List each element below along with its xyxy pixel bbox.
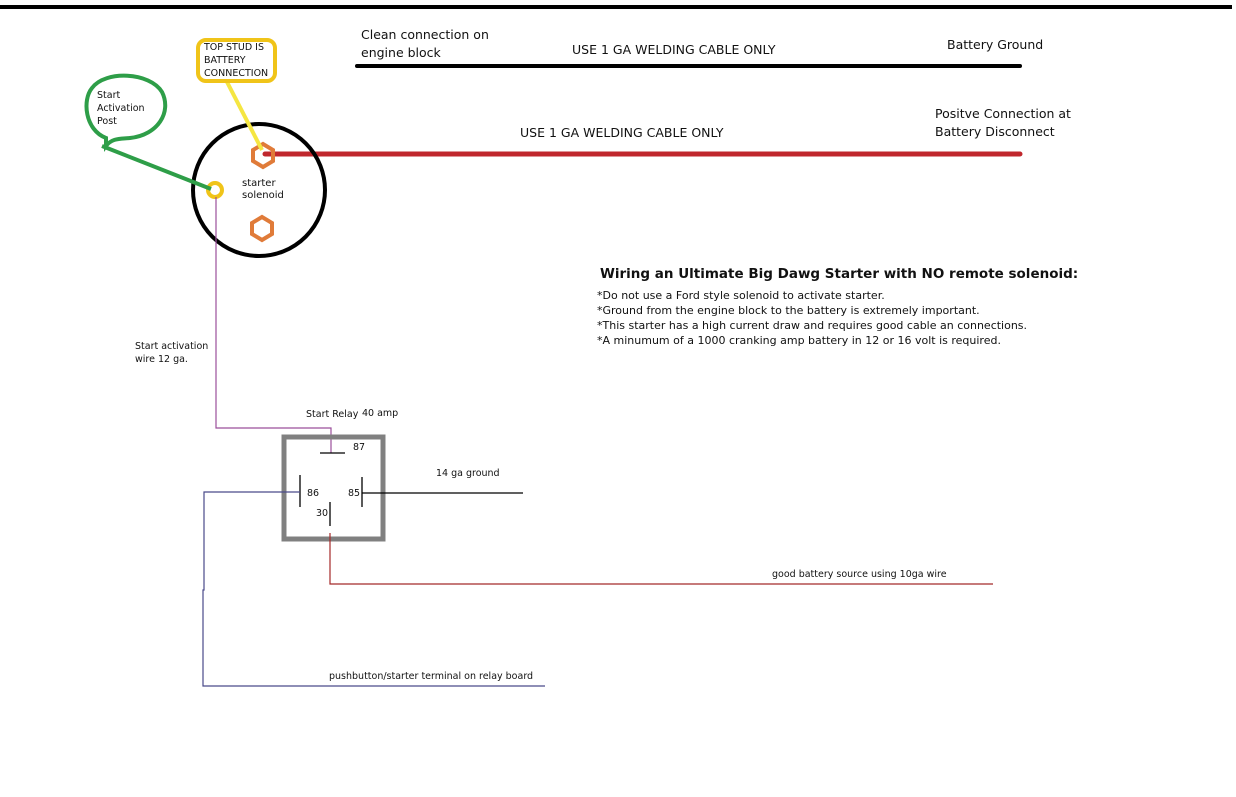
ground-left-label-1: Clean connection on [361, 27, 489, 42]
activation-wire-label-2: wire 12 ga. [135, 354, 188, 365]
ground-left-label-2: engine block [361, 45, 441, 60]
positive-right-label-1: Positve Connection at [935, 106, 1071, 121]
pin-87-label: 87 [353, 442, 366, 453]
pushbutton-label: pushbutton/starter terminal on relay board [329, 671, 534, 682]
battery-source-label: good battery source using 10ga wire [772, 569, 947, 580]
top-stud-callout-line-3: CONNECTION [204, 68, 269, 79]
ground-14ga-label: 14 ga ground [436, 468, 500, 479]
pushbutton-wire [203, 492, 545, 686]
positive-cable-label: USE 1 GA WELDING CABLE ONLY [520, 125, 724, 140]
activation-post-callout-line-2: Activation [97, 103, 145, 114]
top-stud-callout-line-1: TOP STUD IS [204, 42, 264, 53]
diagram-title: Wiring an Ultimate Big Dawg Starter with NO remote solenoid: [600, 266, 1079, 282]
activation-wire-label-1: Start activation [135, 341, 209, 352]
ground-cable-label: USE 1 GA WELDING CABLE ONLY [572, 42, 776, 57]
pin-30-label: 30 [316, 508, 329, 519]
pin-86-label: 86 [307, 488, 320, 499]
start-relay [284, 437, 383, 539]
positive-right-label-2: Battery Disconnect [935, 124, 1055, 139]
note-1: *Do not use a Ford style solenoid to activate starter. [597, 289, 885, 302]
relay-rating: 40 amp [362, 408, 399, 419]
note-4: *A minumum of a 1000 cranking amp battery in 12 or 16 volt is required. [597, 334, 1001, 347]
activation-post-callout-line-3: Post [97, 116, 117, 127]
relay-label: Start Relay [306, 409, 359, 420]
activation-post-callout-line-1: Start [97, 90, 121, 101]
motor-stud-hex-icon [252, 217, 272, 240]
top-stud-callout-line-2: BATTERY [204, 55, 246, 66]
note-2: *Ground from the engine block to the battery is extremely important. [597, 304, 980, 317]
solenoid-label-2: solenoid [242, 190, 284, 201]
note-3: *This starter has a high current draw and requires good cable an connections. [597, 319, 1028, 332]
activation-post-callout-pointer [102, 146, 211, 189]
solenoid-label-1: starter [242, 178, 276, 189]
top-stud-callout-pointer [226, 80, 262, 150]
pin-85-label: 85 [348, 488, 361, 499]
battery-ground-label: Battery Ground [947, 37, 1044, 52]
